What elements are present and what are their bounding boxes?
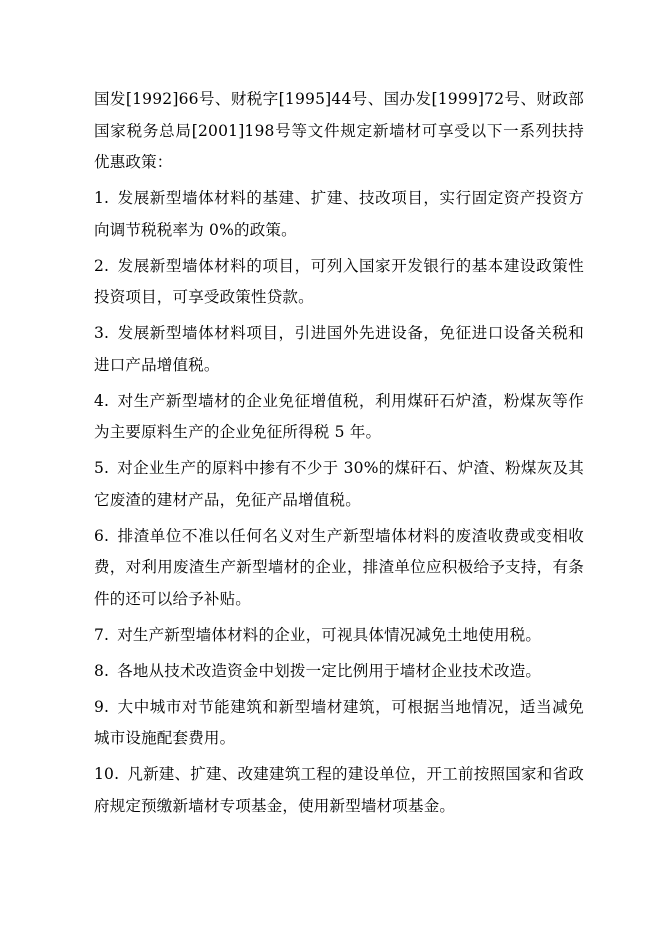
item-text: 对企业生产的原料中掺有不少于 30%的煤矸石、炉渣、粉煤灰及其它废渣的建材产品，免征产品增值税。 <box>94 459 584 509</box>
item-text: 凡新建、扩建、改建建筑工程的建设单位，开工前按照国家和省政府规定预缴新墙材专项基金，使用新型墙材项基金。 <box>94 765 584 815</box>
item-text: 排渣单位不准以任何名义对生产新型墙体材料的废渣收费或变相收费，对利用废渣生产新型墙材的企业，排渣单位应积极给予支持，有条件的还可以给予补贴。 <box>94 526 584 608</box>
policy-item-2 <box>94 251 584 314</box>
intro-paragraph: 国发[1992]66号、财税字[1995]44号、国办发[1999]72号、财政部国家税务总局[2001]198号等文件规定新墙材可享受以下一系列扶持优惠政策： <box>94 90 584 171</box>
item-number: 6. <box>94 526 110 545</box>
policy-item-9 <box>94 692 584 755</box>
item-number: 4. <box>94 391 110 410</box>
policy-item-3 <box>94 318 584 381</box>
item-text: 发展新型墙体材料的基建、扩建、技改项目，实行固定资产投资方向调节税税率为 0%的政策。 <box>94 189 584 239</box>
item-number: 2. <box>94 256 110 275</box>
item-number: 7. <box>94 625 110 644</box>
item-text: 各地从技术改造资金中划拨一定比例用于墙材企业技术改造。 <box>117 661 542 680</box>
policy-item-7 <box>94 620 584 652</box>
item-number: 9. <box>94 697 110 716</box>
policy-item-5 <box>94 453 584 516</box>
item-number: 3. <box>94 324 110 342</box>
document-body <box>94 84 584 822</box>
policy-item-8 <box>94 656 584 688</box>
policy-item-1 <box>94 183 584 246</box>
item-number: 8. <box>94 661 110 680</box>
policy-item-10 <box>94 759 584 822</box>
policy-item-6 <box>94 521 584 616</box>
item-text: 发展新型墙体材料的项目，可列入国家开发银行的基本建设政策性投资项目，可享受政策性贷款。 <box>94 256 584 306</box>
item-text: 对生产新型墙材的企业免征增值税，利用煤矸石炉渣，粉煤灰等作为主要原料生产的企业免征所得税 5 年。 <box>94 391 584 441</box>
item-text: 对生产新型墙体材料的企业，可视具体情况减免土地使用税。 <box>117 625 542 644</box>
item-text: 发展新型墙体材料项目，引进国外先进设备，免征进口设备关税和进口产品增值税。 <box>94 324 584 374</box>
policy-item-4 <box>94 386 584 449</box>
item-number: 10. <box>94 765 120 783</box>
item-text: 大中城市对节能建筑和新型墙材建筑，可根据当地情况，适当减免城市设施配套费用。 <box>94 697 584 747</box>
item-number: 5. <box>94 459 110 477</box>
item-number: 1. <box>94 189 110 207</box>
